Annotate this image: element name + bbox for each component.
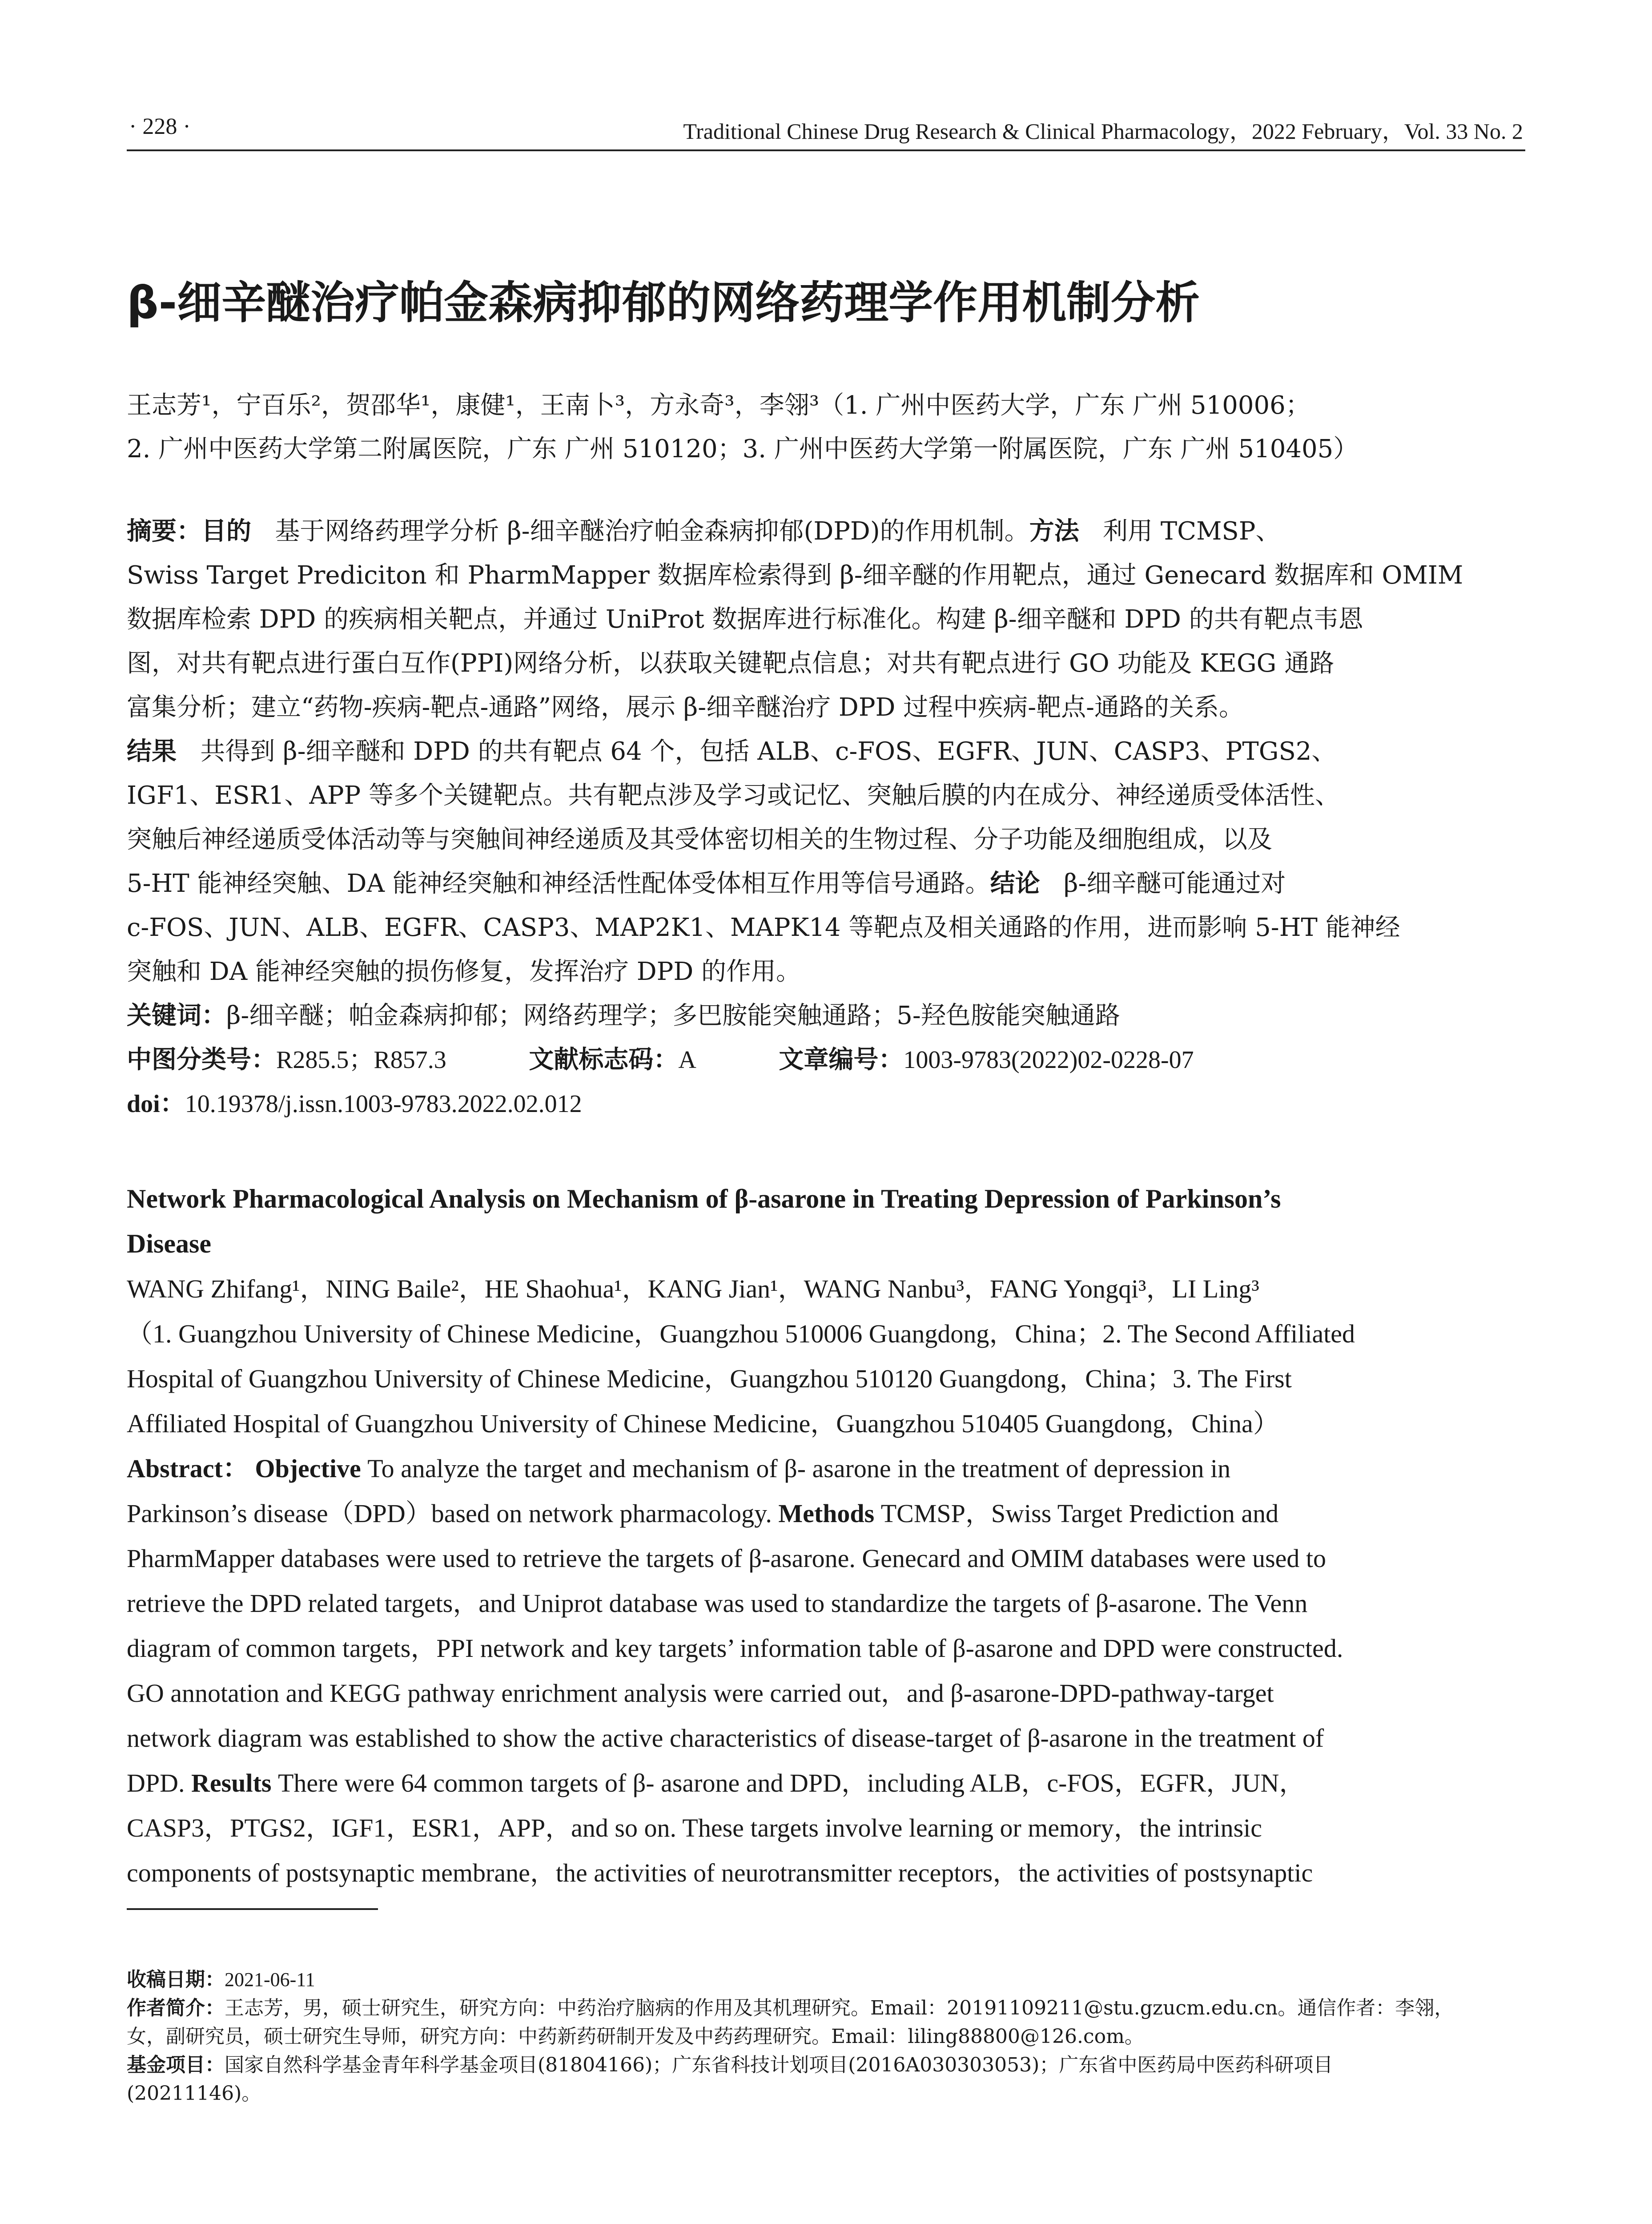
objective-cn-text: 基于网络药理学分析 β-细辛醚治疗帕金森病抑郁(DPD)的作用机制。 bbox=[275, 517, 1029, 546]
keywords-cn-label: 关键词： bbox=[127, 1001, 226, 1030]
abstract-en-line-10: components of postsynaptic membrane，the activities of neurotransmitter receptors，the activities of postsynaptic bbox=[127, 1858, 1313, 1887]
author-info-label: 作者简介： bbox=[127, 1997, 225, 2019]
methods-en-text-end: DPD. bbox=[127, 1769, 185, 1797]
doi-label: doi： bbox=[127, 1090, 185, 1118]
conclusion-cn-label: 结论 bbox=[990, 869, 1040, 898]
header-rule bbox=[127, 149, 1525, 151]
methods-en-text-start: TCMSP，Swiss Target Prediction and bbox=[880, 1499, 1279, 1528]
objective-en-text-end: Parkinson’s disease（DPD）based on network pharmacology. bbox=[127, 1499, 772, 1528]
footnote-received bbox=[127, 1966, 1525, 1994]
results-cn-text-start: 共得到 β-细辛醚和 DPD 的共有靶点 64 个，包括 ALB、c-FOS、EGFR、JUN、CASP3、PTGS2、 bbox=[200, 737, 1337, 766]
footnote-author-line-2: 女，副研究员，硕士研究生导师，研究方向：中药新药研制开发及中药药理研究。Email：liling88800@126.com。 bbox=[127, 2025, 1144, 2048]
article-number-label: 文章编号： bbox=[779, 1045, 904, 1074]
article-number-value: 1003-9783(2022)02-0228-07 bbox=[903, 1046, 1194, 1074]
clc-value: R285.5；R857.3 bbox=[276, 1046, 446, 1074]
affiliations-english-line-1: （1. Guangzhou University of Chinese Medicine，Guangzhou 510006 Guangdong，China；2. The Second Affiliated bbox=[127, 1319, 1355, 1348]
abstract-cn-line-2: Swiss Target Prediciton 和 PharmMapper 数据库检索得到 β-细辛醚的作用靶点，通过 Genecard 数据库和 OMIM bbox=[127, 561, 1463, 590]
abstract-cn-line-7: IGF1、ESR1、APP 等多个关键靶点。共有靶点涉及学习或记忆、突触后膜的内在成分、神经递质受体活性、 bbox=[127, 781, 1340, 810]
doccode-label: 文献标志码： bbox=[529, 1045, 679, 1074]
abstract-en-line-8 bbox=[127, 1761, 1525, 1805]
objective-en-label: Objective bbox=[255, 1454, 361, 1483]
page-number: · 228 · bbox=[129, 114, 191, 139]
abstract-en-line-1 bbox=[127, 1446, 1525, 1491]
results-en-label: Results bbox=[191, 1769, 272, 1797]
results-cn-label: 结果 bbox=[127, 737, 177, 766]
abstract-en-line-2 bbox=[127, 1491, 1525, 1536]
abstract-en-line-9: CASP3，PTGS2，IGF1，ESR1，APP，and so on. These targets involve learning or memory，the intrinsic bbox=[127, 1813, 1262, 1842]
abstract-cn-label: 摘要： bbox=[127, 517, 201, 546]
abstract-cn-line-9 bbox=[127, 862, 1525, 906]
abstract-cn-line-8: 突触后神经递质受体活动等与突触间神经递质及其受体密切相关的生物过程、分子功能及细胞组成，以及 bbox=[127, 825, 1272, 854]
authors-english: WANG Zhifang¹，NING Baile²，HE Shaohua¹，KANG Jian¹，WANG Nanbu³，FANG Yongqi³，LI Ling³ bbox=[127, 1274, 1259, 1303]
classification-line bbox=[127, 1038, 1525, 1082]
keywords-cn-text: β-细辛醚；帕金森病抑郁；网络药理学；多巴胺能突触通路；5-羟色胺能突触通路 bbox=[226, 1001, 1120, 1030]
methods-cn-label: 方法 bbox=[1029, 517, 1079, 546]
affiliations-english-line-3: Affiliated Hospital of Guangzhou University of Chinese Medicine，Guangzhou 510405 Guangdong，China） bbox=[127, 1409, 1279, 1438]
title-chinese: β-细辛醚治疗帕金森病抑郁的网络药理学作用机制分析 bbox=[127, 277, 1200, 329]
objective-cn-label: 目的 bbox=[201, 517, 251, 546]
abstract-cn-line-4: 图，对共有靶点进行蛋白互作(PPI)网络分析，以获取关键靶点信息；对共有靶点进行 GO 功能及 KEGG 通路 bbox=[127, 649, 1334, 678]
footnote-fund-line-2: (20211146)。 bbox=[127, 2082, 261, 2105]
results-en-text-start: There were 64 common targets of β- asarone and DPD，including ALB，c-FOS，EGFR，JUN， bbox=[278, 1769, 1305, 1797]
abstract-cn-line-6 bbox=[127, 729, 1525, 774]
received-date: 2021-06-11 bbox=[225, 1969, 315, 1990]
title-english-line-1: Network Pharmacological Analysis on Mechanism of β-asarone in Treating Depression of Parkinson’s bbox=[127, 1184, 1281, 1213]
keywords-cn bbox=[127, 994, 1525, 1038]
authors-chinese-line-1: 王志芳¹，宁百乐²，贺邵华¹，康健¹，王南卜³，方永奇³，李翎³（1. 广州中医药大学，广东 广州 510006； bbox=[127, 391, 1310, 420]
footnote-author-line-1 bbox=[127, 1994, 1525, 2022]
results-cn-text-end: 5-HT 能神经突触、DA 能神经突触和神经活性配体受体相互作用等信号通路。 bbox=[127, 869, 990, 898]
author-info-text: 王志芳，男，硕士研究生，研究方向：中药治疗脑病的作用及其机理研究。Email：20191109211@stu.gzucm.edu.cn。通信作者：李翎， bbox=[225, 1997, 1454, 2019]
affiliations-english-line-2: Hospital of Guangzhou University of Chinese Medicine，Guangzhou 510120 Guangdong，China；3. The First bbox=[127, 1364, 1292, 1393]
footnote-fund-line-1 bbox=[127, 2051, 1525, 2079]
abstract-cn-line-11: 突触和 DA 能神经突触的损伤修复，发挥治疗 DPD 的作用。 bbox=[127, 957, 801, 986]
abstract-en-line-3: PharmMapper databases were used to retrieve the targets of β-asarone. Genecard and OMIM databases were used to bbox=[127, 1544, 1326, 1573]
methods-cn-text-start: 利用 TCMSP、 bbox=[1103, 517, 1281, 546]
methods-en-label: Methods bbox=[778, 1499, 875, 1528]
fund-label: 基金项目： bbox=[127, 2054, 225, 2076]
abstract-cn-line-10: c-FOS、JUN、ALB、EGFR、CASP3、MAP2K1、MAPK14 等靶点及相关通路的作用，进而影响 5-HT 能神经 bbox=[127, 913, 1400, 942]
clc-label: 中图分类号： bbox=[127, 1045, 276, 1074]
abstract-en-line-4: retrieve the DPD related targets，and Uniprot database was used to standardize the targets of β-asarone. The Venn bbox=[127, 1589, 1308, 1618]
abstract-cn-line-5: 富集分析；建立“药物-疾病-靶点-通路”网络，展示 β-细辛醚治疗 DPD 过程中疾病-靶点-通路的关系。 bbox=[127, 693, 1244, 722]
fund-text: 国家自然科学基金青年科学基金项目(81804166)；广东省科技计划项目(2016A030303053)；广东省中医药局中医药科研项目 bbox=[225, 2054, 1333, 2076]
abstract-cn-line-3: 数据库检索 DPD 的疾病相关靶点，并通过 UniProt 数据库进行标准化。构建 β-细辛醚和 DPD 的共有靶点韦恩 bbox=[127, 605, 1363, 634]
received-label: 收稿日期： bbox=[127, 1968, 225, 1991]
doi-value: 10.19378/j.issn.1003-9783.2022.02.012 bbox=[185, 1090, 582, 1118]
abstract-cn-line-1 bbox=[127, 509, 1525, 553]
title-english-line-2: Disease bbox=[127, 1229, 211, 1258]
doi-line bbox=[127, 1082, 1525, 1126]
abstract-en-line-7: network diagram was established to show the active characteristics of disease-target of β-asarone in the treatment of bbox=[127, 1724, 1324, 1753]
journal-running-head: Traditional Chinese Drug Research & Clinical Pharmacology，2022 February，Vol. 33 No. 2 bbox=[683, 119, 1523, 144]
objective-en-text: To analyze the target and mechanism of β- asarone in the treatment of depression in bbox=[367, 1454, 1231, 1483]
conclusion-cn-text-start: β-细辛醚可能通过对 bbox=[1064, 869, 1286, 898]
doccode-value: A bbox=[678, 1046, 696, 1074]
abstract-en-line-6: GO annotation and KEGG pathway enrichment analysis were carried out，and β-asarone-DPD-pathway-target bbox=[127, 1679, 1274, 1708]
abstract-en-line-5: diagram of common targets，PPI network and key targets’ information table of β-asarone and DPD were constructed. bbox=[127, 1634, 1343, 1663]
footnote-rule bbox=[127, 1908, 378, 1910]
abstract-en-label: Abstract： bbox=[127, 1454, 249, 1483]
authors-chinese-line-2: 2. 广州中医药大学第二附属医院，广东 广州 510120；3. 广州中医药大学第一附属医院，广东 广州 510405） bbox=[127, 435, 1359, 463]
